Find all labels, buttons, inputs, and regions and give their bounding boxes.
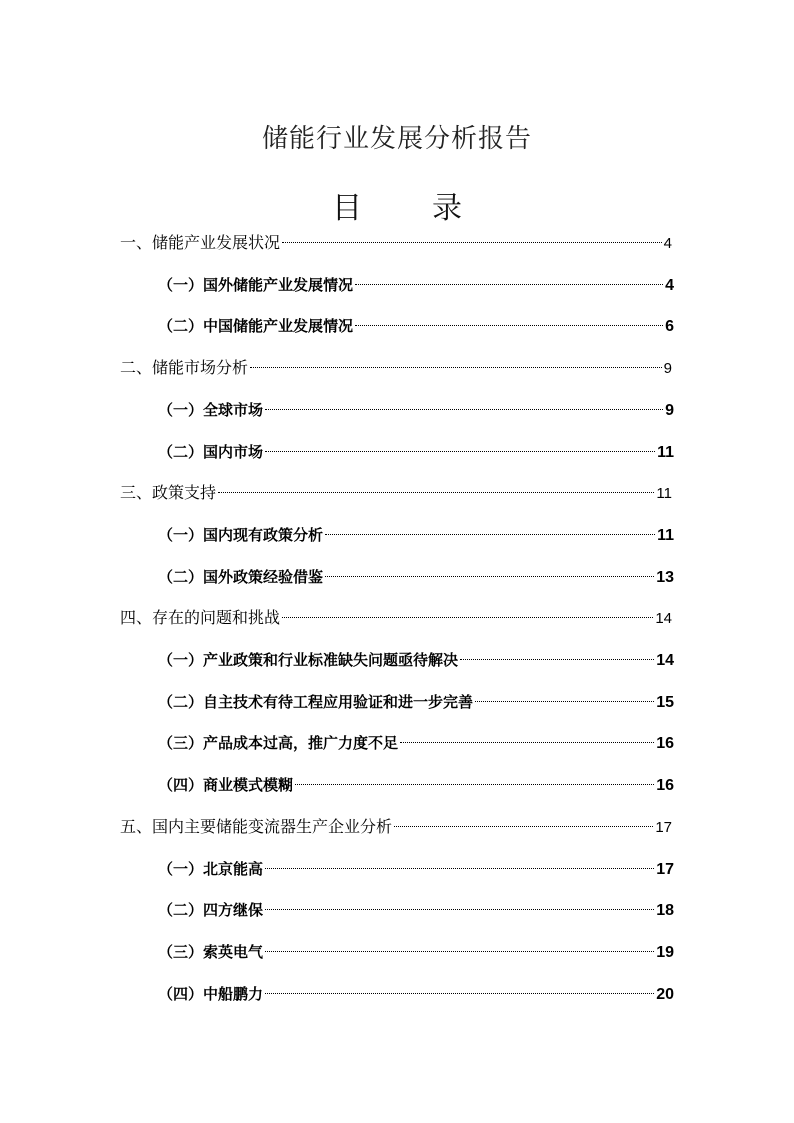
toc-subsection-entry[interactable]	[158, 690, 674, 714]
toc-page-number: 15	[656, 693, 674, 711]
toc-dot-leader	[460, 659, 654, 660]
toc-entry-label: （四）中船鹏力	[158, 984, 264, 1003]
toc-subsection-entry[interactable]	[158, 857, 674, 881]
toc-entry-label: 三、政策支持	[120, 483, 217, 503]
toc-section-entry[interactable]	[120, 356, 672, 380]
toc-page-number: 16	[656, 735, 674, 753]
toc-dot-leader	[282, 617, 653, 618]
toc-page-number: 14	[655, 610, 672, 628]
toc-entry-label: （一）全球市场	[158, 400, 264, 419]
toc-subsection-entry[interactable]	[158, 898, 674, 922]
toc-page-number: 4	[665, 276, 674, 294]
toc-subsection-entry[interactable]	[158, 648, 674, 672]
toc-heading-left: 目	[332, 191, 362, 226]
toc-dot-leader	[355, 325, 663, 326]
toc-subsection-entry[interactable]	[158, 982, 674, 1006]
toc-page-number: 4	[663, 235, 672, 252]
toc-entry-label: （一）北京能高	[158, 859, 264, 878]
toc-dot-leader	[475, 701, 654, 702]
toc-entry-label: （一）产业政策和行业标准缺失问题亟待解决	[158, 651, 459, 669]
toc-page-number: 11	[656, 485, 672, 503]
toc-section-entry[interactable]	[120, 606, 672, 630]
toc-dot-leader	[265, 993, 654, 994]
toc-entry-label: （二）自主技术有待工程应用验证和进一步完善	[158, 692, 474, 711]
toc-subsection-entry[interactable]	[158, 273, 674, 297]
toc-subsection-entry[interactable]	[158, 523, 674, 547]
toc-dot-leader	[355, 284, 663, 285]
toc-subsection-entry[interactable]	[158, 440, 674, 464]
toc-dot-leader	[282, 242, 662, 243]
toc-dot-leader	[400, 742, 654, 743]
toc-section-entry[interactable]	[120, 481, 672, 505]
toc-entry-label: （二）国外政策经验借鉴	[158, 567, 324, 586]
toc-page-number: 6	[665, 318, 674, 336]
toc-page-number: 13	[656, 568, 674, 586]
toc-entry-label: 五、国内主要储能变流器生产企业分析	[120, 816, 393, 836]
toc-dot-leader	[325, 576, 654, 577]
toc-page-number: 18	[656, 902, 674, 920]
toc-heading-right: 录	[432, 191, 462, 226]
toc-section-entry[interactable]	[120, 815, 672, 839]
toc-entry-label: （四）商业模式模糊	[158, 776, 294, 795]
toc-page-number: 19	[656, 943, 674, 961]
toc-dot-leader	[394, 826, 653, 827]
toc-dot-leader	[218, 492, 654, 493]
toc-section-entry[interactable]	[120, 231, 672, 255]
toc-page-number: 17	[655, 818, 672, 836]
toc-entry-label: 一、储能产业发展状况	[120, 233, 281, 252]
toc-dot-leader	[265, 451, 655, 452]
toc-dot-leader	[295, 784, 654, 785]
toc-dot-leader	[250, 367, 662, 368]
toc-page-number: 20	[656, 985, 674, 1003]
toc-dot-leader	[265, 868, 654, 869]
toc-subsection-entry[interactable]	[158, 314, 674, 338]
document-title: 储能行业发展分析报告	[261, 124, 532, 154]
toc-page-number: 9	[665, 401, 674, 419]
toc-dot-leader	[265, 409, 663, 410]
toc-entry-label: （二）国内市场	[158, 442, 264, 461]
toc-subsection-entry[interactable]	[158, 940, 674, 964]
toc-subsection-entry[interactable]	[158, 731, 674, 755]
toc-entry-label: （三）索英电气	[158, 942, 264, 961]
toc-entry-label: （一）国外储能产业发展情况	[158, 275, 354, 294]
toc-page-number: 11	[657, 443, 674, 461]
toc-entry-label: （二）中国储能产业发展情况	[158, 317, 354, 336]
toc-dot-leader	[265, 951, 654, 952]
toc-subsection-entry[interactable]	[158, 398, 674, 422]
toc-page-number: 16	[656, 777, 674, 795]
toc-entry-label: （二）四方继保	[158, 901, 264, 920]
toc-page-number: 11	[657, 526, 674, 544]
toc-entry-label: 四、存在的问题和挑战	[120, 608, 281, 628]
toc-entry-label: （三）产品成本过高，推广力度不足	[158, 734, 399, 753]
toc-page-number: 17	[656, 860, 674, 878]
toc-dot-leader	[325, 534, 655, 535]
toc-entry-label: （一）国内现有政策分析	[158, 525, 324, 544]
toc-dot-leader	[265, 909, 654, 910]
toc-subsection-entry[interactable]	[158, 773, 674, 797]
toc-subsection-entry[interactable]	[158, 565, 674, 589]
toc-entry-label: 二、储能市场分析	[120, 358, 249, 378]
toc-page-number: 9	[663, 360, 672, 378]
toc-page-number: 14	[656, 652, 674, 669]
